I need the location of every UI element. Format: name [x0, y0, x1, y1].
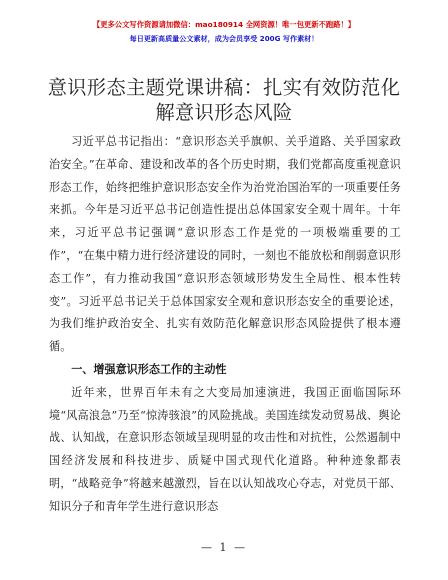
promo-banner-membership: 每日更新高质量公文素材，成为会员享受 200G 写作素材！	[129, 34, 319, 43]
promo-banner-wechat: 【更多公文写作资源请加微信：mao180914 全网资源！唯一包更新不跑路！】	[92, 20, 356, 29]
body-paragraph-intro: 习近平总书记指出：“意识形态关乎旗帜、关乎道路、关乎国家政治安全。”在革命、建设和改革的各个历史时期，我们党都高度重视意识形态工作，始终把维护意识形态安全作为治党治国治军的一项重要任务来抓。今年是习近平总书记创造性提出总体国家安全观十周年。十年来，习近平总书记强调“意识形态工作是党的一项极端重要的工作”，“在集中精力进行经济建设的同时，一刻也不能放松和削弱意识形态工作”，有力推动我国“意识形态领域形势发生全局性、根本性转变”。习近平总书记关于总体国家安全观和意识形态安全的重要论述，为我们维护政治安全、扎实有效防范化解意识形态风险提供了根本遵循。	[49, 135, 401, 354]
document-body	[49, 131, 401, 519]
document-title: 意识形态主题党课讲稿：扎实有效防范化解意识形态风险	[47, 76, 401, 124]
section-heading: 一、增强意识形态工作的主动性	[71, 362, 227, 376]
body-paragraph-section-1: 近年来，世界百年未有之大变局加速演进，我国正面临国际环境“风高浪急”乃至“惊涛骇浪”的风险挑战。美国连续发动贸易战、舆论战、认知战，在意识形态领域呈现明显的攻击性和对抗性，公然遏制中国经济发展和科技进步、质疑中国式现代化道路。种种迹象都表明，“战略竞争”将越来越激烈，旨在以认知战攻心夺志，对党员干部、知识分子和青年学生进行意识形态	[49, 385, 401, 513]
page-number: — 1 —	[201, 541, 247, 554]
